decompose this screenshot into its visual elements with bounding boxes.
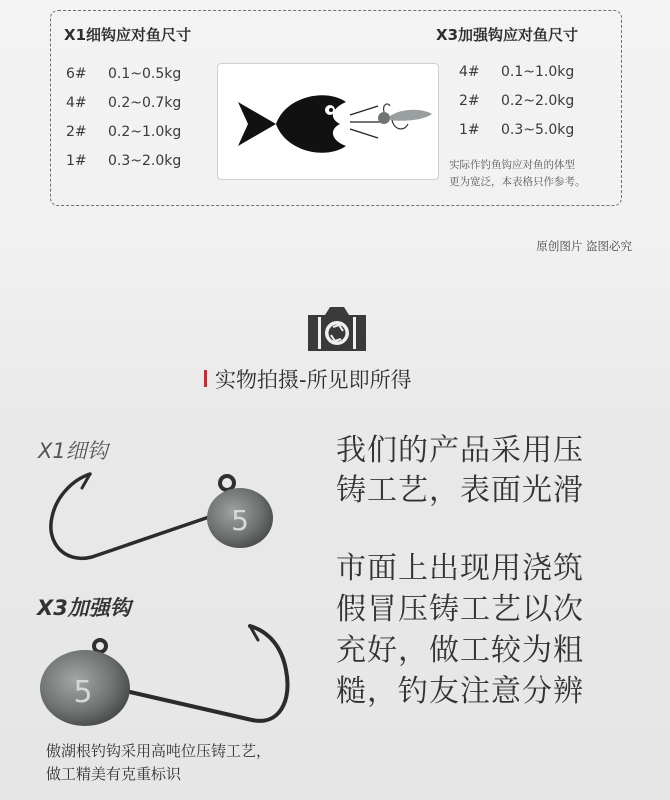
x3-size-row — [459, 64, 574, 80]
x3-hook-label: X3加强钩 — [37, 596, 131, 620]
x1-size-row — [66, 95, 181, 111]
x3-size-row — [459, 93, 574, 109]
copyright-note: 原创图片 盗图必究 — [536, 239, 632, 253]
x3-range: 0.3~5.0kg — [501, 122, 575, 138]
x1-size-row — [66, 66, 181, 82]
x1-size: 6# — [66, 66, 87, 82]
heading-accent-bar — [204, 370, 207, 387]
description-line: 糙，钓友注意分辨 — [336, 674, 584, 709]
description-line: 我们的产品采用压 — [336, 433, 584, 468]
size-note-line1: 实际作钓鱼钩应对鱼的体型 — [449, 159, 575, 171]
x1-size: 1# — [66, 153, 87, 169]
weight-mark: 5 — [73, 675, 93, 710]
x1-range: 0.2~0.7kg — [108, 95, 182, 111]
x1-size-row — [66, 153, 181, 169]
x1-hook-image — [34, 462, 294, 587]
description-line: 市面上出现用浇筑 — [336, 551, 584, 586]
footer-caption — [46, 740, 271, 786]
x1-size-title: X1细钩应对鱼尺寸 — [64, 26, 192, 44]
x1-size-row — [66, 124, 181, 140]
fish-icon — [218, 64, 438, 179]
x3-size-title: X3加强钩应对鱼尺寸 — [436, 26, 579, 44]
fish-bait-illustration — [217, 63, 439, 180]
x3-size: 4# — [459, 64, 480, 80]
x1-range: 0.3~2.0kg — [108, 153, 182, 169]
footer-line: 做工精美有克重标识 — [46, 765, 182, 783]
weight-mark: 5 — [231, 504, 249, 537]
description-line: 假冒压铸工艺以次 — [336, 592, 584, 627]
x1-size: 2# — [66, 124, 87, 140]
footer-line: 傲湖根钓钩采用高吨位压铸工艺， — [46, 742, 272, 760]
description-line: 充好，做工较为粗 — [336, 633, 584, 668]
x1-range: 0.1~0.5kg — [108, 66, 182, 82]
size-note-line2: 更为宽泛，本表格只作参考。 — [449, 176, 586, 188]
description-line: 铸工艺，表面光滑 — [336, 473, 584, 508]
x3-range: 0.1~1.0kg — [501, 64, 575, 80]
x1-range: 0.2~1.0kg — [108, 124, 182, 140]
camera-icon — [305, 305, 369, 357]
x1-size: 4# — [66, 95, 87, 111]
x3-size: 1# — [459, 122, 480, 138]
lure-icon — [378, 104, 432, 129]
x1-hook-label: X1细钩 — [38, 439, 108, 463]
x3-size-row — [459, 122, 574, 138]
x3-size: 2# — [459, 93, 480, 109]
x3-hook-image — [30, 622, 292, 732]
section-heading: 实物拍摄-所见即所得 — [215, 368, 412, 392]
x3-range: 0.2~2.0kg — [501, 93, 575, 109]
